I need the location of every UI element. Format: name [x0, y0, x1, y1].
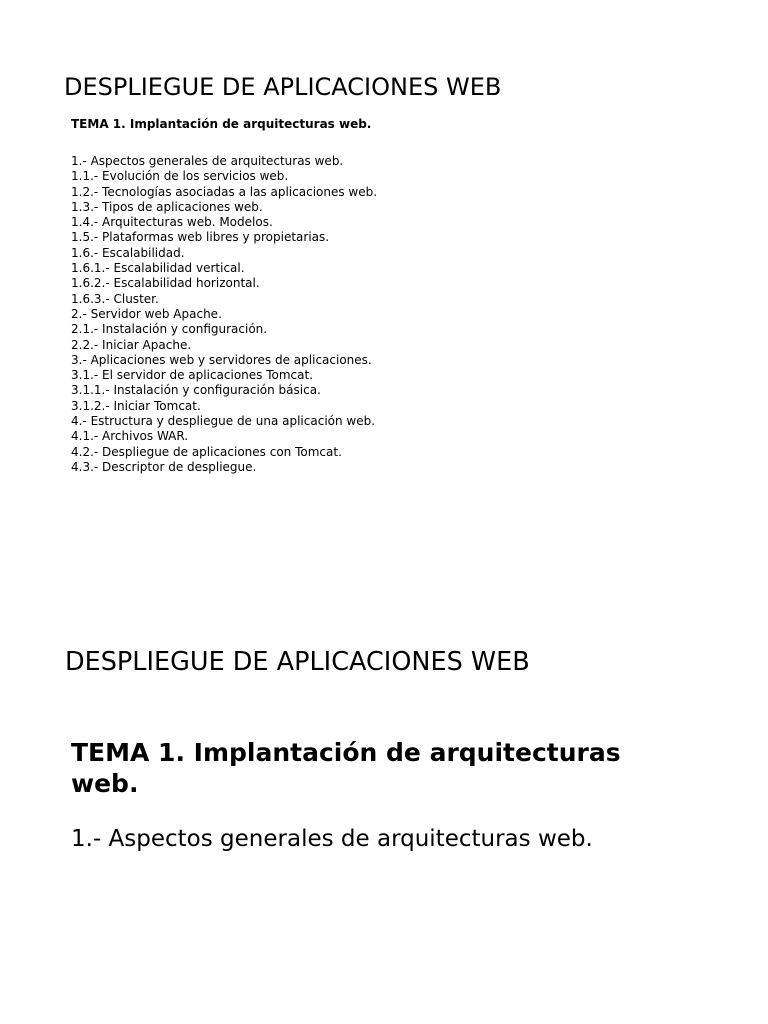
toc-item: 1.- Aspectos generales de arquitecturas web.: [71, 154, 344, 168]
toc-item: 1.2.- Tecnologías asociadas a las aplicaciones web.: [71, 184, 378, 199]
toc-item: 4.1.- Archivos WAR.: [71, 429, 189, 444]
toc-item: 3.- Aplicaciones web y servidores de aplicaciones.: [71, 352, 372, 367]
toc-item: 4.3.- Descriptor de despliegue.: [71, 459, 257, 474]
toc-item: 1.4.- Arquitecturas web. Modelos.: [71, 215, 273, 230]
toc-item: 4.- Estructura y despliegue de una aplicación web.: [71, 414, 376, 429]
page-title: DESPLIEGUE DE APLICACIONES WEB: [65, 647, 530, 677]
toc-item: 3.1.- El servidor de aplicaciones Tomcat.: [71, 368, 314, 383]
preview-subtitle: TEMA 1. Implantación de arquitecturas web.: [71, 117, 372, 131]
toc-item: 2.1.- Instalación y configuración.: [71, 322, 268, 337]
page-subtitle: TEMA 1. Implantación de arquitecturas web.: [71, 738, 621, 798]
toc-item: 3.1.2.- Iniciar Tomcat.: [71, 398, 201, 413]
toc-item: 1.6.3.- Cluster.: [71, 291, 159, 306]
toc-item: 1.1.- Evolución de los servicios web.: [71, 169, 289, 184]
section-heading: 1.- Aspectos generales de arquitecturas web.: [71, 826, 593, 852]
toc-item: 1.3.- Tipos de aplicaciones web.: [71, 199, 263, 214]
toc-item: 1.6.- Escalabilidad.: [71, 245, 185, 260]
toc-item: 3.1.1.- Instalación y configuración básica.: [71, 383, 321, 398]
toc-item: 1.6.1.- Escalabilidad vertical.: [71, 261, 245, 276]
toc-item: 2.- Servidor web Apache.: [71, 306, 222, 321]
table-of-contents: [71, 154, 377, 475]
toc-item: 4.2.- Despliegue de aplicaciones con Tomcat.: [71, 444, 342, 459]
preview-title: DESPLIEGUE DE APLICACIONES WEB: [64, 73, 502, 101]
toc-item: 2.2.- Iniciar Apache.: [71, 337, 192, 352]
toc-item: 1.6.2.- Escalabilidad horizontal.: [71, 276, 260, 291]
toc-item: 1.5.- Plataformas web libres y propietarias.: [71, 230, 330, 245]
